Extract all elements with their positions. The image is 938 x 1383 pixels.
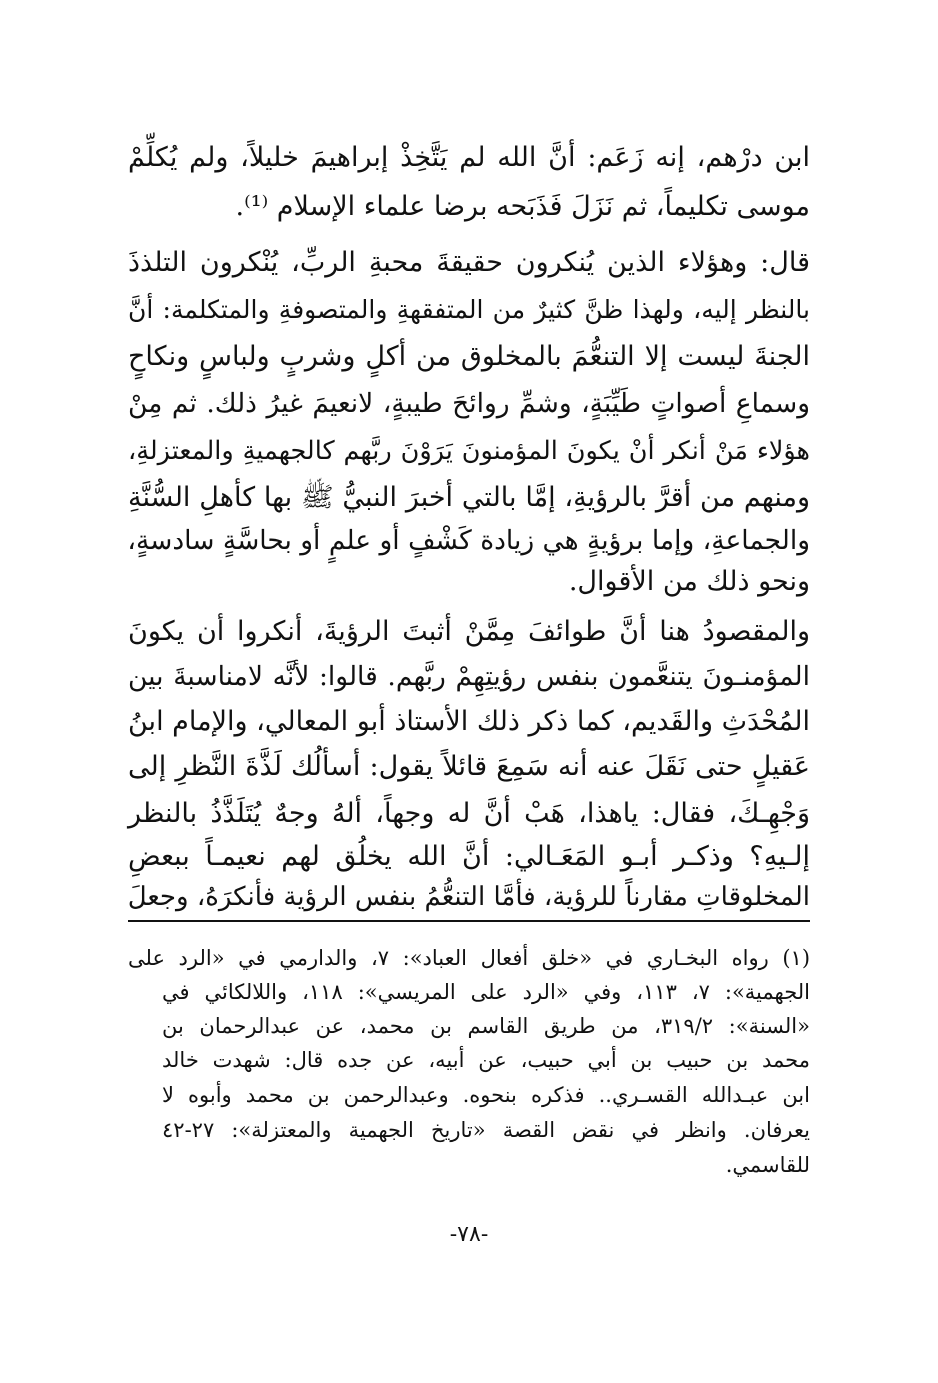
- footnote-line: محمد بن حبيب بن أبي حبيب، عن أبيه، عن جده قال: شهدت خالد: [162, 1048, 810, 1072]
- text-line: بالنظر إليه، ولهذا ظنَّ كثيرٌ من المتفقهةِ والمتصوفةِ والمتكلمة: أنَّ: [128, 295, 810, 324]
- text-line: ونحو ذلك من الأقوال.: [568, 566, 810, 597]
- text-line: موسى تكليماً، ثم نَزَلَ فَذَبَحه برضا علماء الإسلام ⁽¹⁾.: [235, 191, 810, 222]
- text-line: قال: وهؤلاء الذين يُنكرون حقيقةَ محبةِ الربِّ، يُنْكرون التلذذَ: [128, 247, 810, 278]
- text-line: هؤلاء مَنْ أنكر أنْ يكونَ المؤمنونَ يَرَوْنَ ربَّهم كالجهميةِ والمعتزلةِ،: [128, 436, 810, 466]
- text-line: المُحْدَثِ والقَديم، كما ذكر ذلك الأستاذ أبو المعالي، والإمام ابنُ: [128, 706, 810, 737]
- text-line: والجماعةِ، وإما برؤيةٍ هي زيادة كَشْفٍ أو علمٍ أو بحاسَّةٍ سادسةٍ،: [127, 525, 810, 556]
- text-line: والمقصودُ هنا أنَّ طوائفَ مِمَّنْ أثبتَ الرؤيةَ، أنكروا أن يكونَ: [128, 616, 810, 647]
- text-line: المخلوقاتِ مقارناً للرؤية، فأمَّا التنعُّمُ بنفس الرؤية فأنكرَهُ، وجعلَ: [127, 882, 810, 912]
- footnote-separator: [128, 920, 810, 922]
- text-line: وَجْهِـكَ، فقال: ياهذا، هَبْ أنَّ له وجهاً، ألهُ وجهٌ يُتَلَذَّذُ بالنظر: [128, 798, 810, 829]
- text-line: عَقيلٍ حتى نَقَلَ عنه أنه سَمِعَ قائلاً يقول: أسألُك لَذَّةَ النَّظرِ إلى: [128, 751, 810, 782]
- text-line: المؤمنـونَ يتنعَّمون بنفس رؤيتِهِمْ ربَّهم. قالوا: لأنَّه لامناسبةَ بين: [128, 661, 810, 692]
- page-number: -٧٨-: [449, 1222, 489, 1247]
- footnote-line: (١) رواه البخـاري في «خلق أفعال العباد»: ٧، والدارمي في «الرد على: [128, 946, 811, 970]
- footnote-line: ابن عبـدالله القسـري.. فذكره بنحوه. وعبدالرحمن بن محمد وأبوه لا: [162, 1083, 810, 1107]
- text-line: ابن درْهم، إنه زَعَم: أنَّ الله لم يَتَّخِذْ إبراهيمَ خليلاً، ولم يُكلِّمْ: [128, 142, 810, 173]
- footnote-line: «السنة»: ٣١٩/٢، من طريق القاسم بن محمد، عن عبدالرحمان بن: [162, 1014, 810, 1038]
- footnote-line: للقاسمي.: [725, 1153, 810, 1177]
- text-line: وسماعِ أصواتٍ طَيِّبَةٍ، وشمِّ روائحَ طيبةٍ، لانعيمَ غيرُ ذلك. ثم مِنْ: [128, 388, 810, 419]
- footnote-line: الجهمية»: ٧، ١١٣، وفي «الرد على المريسي»: ١١٨، واللالكائي في: [162, 980, 811, 1004]
- text-line: إلـيهِ؟ وذكـر أبـو المَعَـالي: أنَّ الله يخلُق لهم نعيمـاً ببعضِ: [128, 841, 810, 872]
- text-line: الجنةَ ليست إلا التنعُّمَ بالمخلوق من أكلٍ وشربٍ ولباسٍ ونكاحٍ: [128, 341, 810, 372]
- footnote-line: يعرفان. وانظر في نقض القصة «تاريخ الجهمية والمعتزلة»: ٢٧-٤٢: [162, 1118, 810, 1142]
- text-line: ومنهم من أقرَّ بالرؤيةِ، إمَّا بالتي أخبرَ النبيُّ ﷺ بها كأهلِ السُّنَّةِ: [128, 482, 810, 513]
